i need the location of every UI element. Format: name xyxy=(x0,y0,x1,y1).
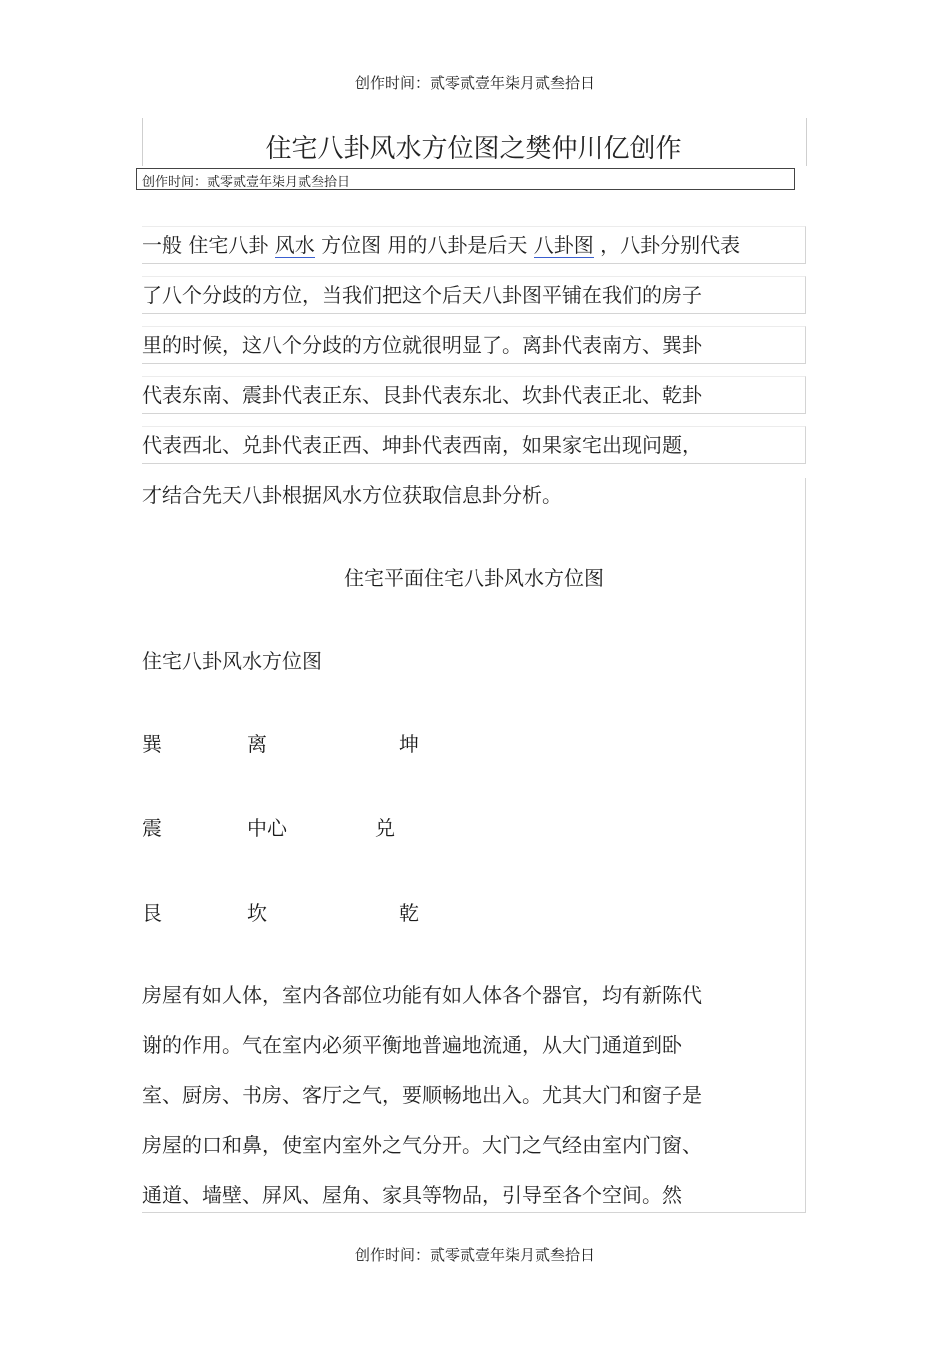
intro-line: 了八个分歧的方位，当我们把这个后天八卦图平铺在我们的房子 xyxy=(142,283,702,307)
intro-line: 里的时候，这八个分歧的方位就很明显了。离卦代表南方、巽卦 xyxy=(142,333,702,357)
fengshui-link[interactable]: 风水 xyxy=(274,233,315,257)
intro-line: 代表东南、震卦代表正东、艮卦代表东北、坎卦代表正北、乾卦 xyxy=(142,383,702,407)
subtitle-timestamp: 创作时间：贰零贰壹年柒月贰叁拾日 xyxy=(142,175,351,190)
bagua-kun: 坤 xyxy=(399,732,419,756)
body-line: 室、厨房、书房、客厅之气，要顺畅地出入。尤其大门和窗子是 xyxy=(142,1083,702,1107)
bagua-zhen: 震 xyxy=(142,816,162,840)
bagua-qian: 乾 xyxy=(399,901,419,925)
bagua-gen: 艮 xyxy=(142,901,162,925)
bagua-center: 中心 xyxy=(247,816,287,840)
body-line: 房屋的口和鼻，使室内室外之气分开。大门之气经由室内门窗、 xyxy=(142,1133,702,1157)
bagua-kan: 坎 xyxy=(247,901,267,925)
bagua-li: 离 xyxy=(247,732,267,756)
bagua-dui: 兑 xyxy=(375,816,395,840)
body-line: 谢的作用。气在室内必须平衡地普遍地流通，从大门通道到卧 xyxy=(142,1033,682,1057)
body-line: 房屋有如人体，室内各部位功能有如人体各个器官，均有新陈代 xyxy=(142,983,702,1007)
header-timestamp: 创作时间：贰零贰壹年柒月贰叁拾日 xyxy=(354,74,595,92)
intro-text-b: 方位图 用的八卦是后天 xyxy=(314,233,534,257)
intro-text-a: 一般 住宅八卦 xyxy=(142,233,275,257)
intro-line: 才结合先天八卦根据风水方位获取信息卦分析。 xyxy=(142,483,562,507)
footer-timestamp: 创作时间：贰零贰壹年柒月贰叁拾日 xyxy=(354,1246,595,1264)
intro-text-c: ，八卦分别代表 xyxy=(593,233,741,257)
diagram-label: 住宅八卦风水方位图 xyxy=(142,649,322,673)
page-title: 住宅八卦风水方位图之樊仲川亿创作 xyxy=(265,134,682,164)
bagua-xun: 巽 xyxy=(142,732,162,756)
intro-line-1 xyxy=(142,229,740,258)
bagua-map-link[interactable]: 八卦图 xyxy=(533,233,594,257)
intro-line: 代表西北、兑卦代表正西、坤卦代表西南，如果家宅出现问题， xyxy=(142,433,702,457)
body-line: 通道、墙壁、屏风、屋角、家具等物品，引导至各个空间。然 xyxy=(142,1183,682,1207)
section-heading: 住宅平面住宅八卦风水方位图 xyxy=(344,566,604,590)
